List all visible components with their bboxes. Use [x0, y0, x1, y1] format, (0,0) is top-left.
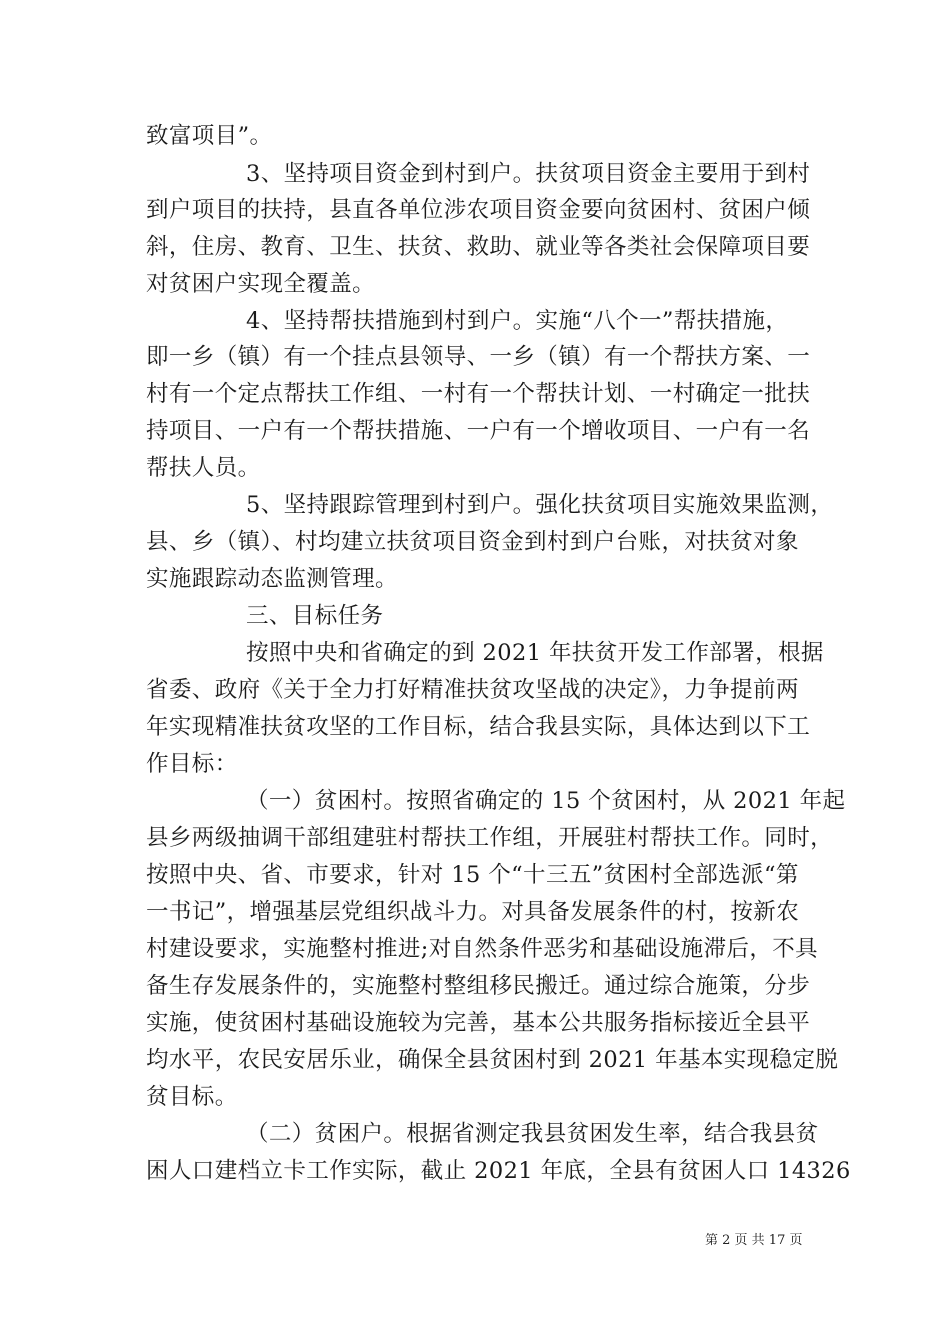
text-line: 备生存发展条件的，实施整村整组移民搬迁。通过综合施策，分步 [146, 973, 811, 999]
text-line: 实施跟踪动态监测管理。 [146, 566, 398, 592]
text-line: 年实现精准扶贫攻坚的工作目标，结合我县实际，具体达到以下工 [146, 714, 811, 740]
text-line: 村建设要求，实施整村推进;对自然条件恶劣和基础设施滞后，不具 [146, 936, 819, 962]
text-line: 按照中央和省确定的到 2021 年扶贫开发工作部署，根据 [246, 640, 824, 666]
text-line: 到户项目的扶持，县直各单位涉农项目资金要向贫困村、贫困户倾 [146, 197, 811, 223]
text-line: 村有一个定点帮扶工作组、一村有一个帮扶计划、一村确定一批扶 [146, 381, 811, 407]
text-line: 均水平，农民安居乐业，确保全县贫困村到 2021 年基本实现稳定脱 [146, 1047, 839, 1073]
text-line: 省委、政府《关于全力打好精准扶贫攻坚战的决定》，力争提前两 [146, 677, 799, 703]
text-line: 按照中央、省、市要求，针对 15 个“十三五”贫困村全部选派“第 [146, 862, 799, 888]
text-line: 县乡两级抽调干部组建驻村帮扶工作组，开展驻村帮扶工作。同时， [146, 825, 834, 851]
text-line: 5、坚持跟踪管理到村到户。强化扶贫项目实施效果监测， [246, 492, 834, 518]
text-line: 持项目、一户有一个帮扶措施、一户有一个增收项目、一户有一名 [146, 418, 811, 444]
text-line: 致富项目”。 [146, 123, 273, 149]
text-line: 4、坚持帮扶措施到村到户。实施“八个一”帮扶措施， [246, 308, 789, 334]
page-footer: 第 2 页 共 17 页 [705, 1233, 803, 1248]
text-line: 即一乡（镇）有一个挂点县领导、一乡（镇）有一个帮扶方案、一 [146, 344, 811, 370]
text-line: 一书记”，增强基层党组织战斗力。对具备发展条件的村，按新农 [146, 899, 800, 925]
text-line: 作目标： [146, 751, 238, 777]
text-line: 实施，使贫困村基础设施较为完善，基本公共服务指标接近全县平 [146, 1010, 811, 1036]
text-line: 贫目标。 [146, 1084, 238, 1110]
text-line: 帮扶人员。 [146, 455, 261, 481]
text-line: （二）贫困户。根据省测定我县贫困发生率，结合我县贫 [246, 1121, 819, 1147]
text-line: 困人口建档立卡工作实际，截止 2021 年底，全县有贫困人口 14326 [146, 1158, 851, 1184]
text-line: 斜，住房、教育、卫生、扶贫、救助、就业等各类社会保障项目要 [146, 234, 811, 260]
text-line: （一）贫困村。按照省确定的 15 个贫困村，从 2021 年起 [246, 788, 846, 814]
text-line: 3、坚持项目资金到村到户。扶贫项目资金主要用于到村 [246, 161, 811, 187]
section-heading: 三、目标任务 [246, 603, 384, 629]
text-line: 对贫困户实现全覆盖。 [146, 271, 376, 297]
text-line: 县、乡（镇）、村均建立扶贫项目资金到村到户台账，对扶贫对象 [146, 529, 799, 555]
